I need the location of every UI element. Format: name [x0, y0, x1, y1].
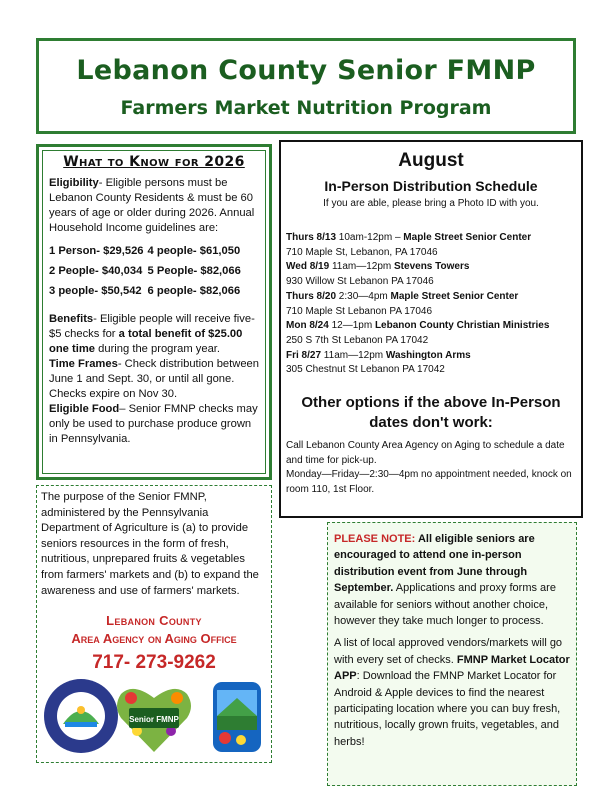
entry-address: 930 Willow St Lebanon PA 17046	[286, 276, 434, 288]
benefits-paragraph	[49, 312, 259, 357]
org-office: Area Agency on Aging Office	[71, 631, 237, 647]
schedule-entry	[286, 290, 576, 319]
income-cell: 2 People- $40,034	[49, 265, 143, 277]
app-description: : Download the FMNP Market Locator for Android & Apple devices to find the nearest participating location where you can buy fresh, nutritious, locally grown fruits, vegetables, and herbs!	[334, 670, 561, 748]
note-label: PLEASE NOTE:	[334, 533, 418, 545]
august-schedule-box	[279, 140, 583, 518]
entry-time: 12—1pm	[328, 320, 375, 332]
market-locator-app-icon	[213, 682, 261, 752]
entry-date: Wed 8/19	[286, 261, 330, 273]
eligibility-label: Eligibility	[49, 177, 99, 189]
entry-address: 305 Chestnut St Lebanon PA 17042	[286, 364, 445, 376]
note-paragraph-2	[334, 635, 570, 750]
time-frames-label: Time Frames	[49, 358, 118, 370]
page-subtitle: Farmers Market Nutrition Program	[120, 97, 492, 119]
purpose-box	[36, 485, 272, 763]
schedule-entry	[286, 319, 576, 348]
header-banner	[36, 38, 576, 134]
other-options-walkin: Monday—Friday—2:30—4pm no appointment needed, knock on room 110, 1st Floor.	[286, 469, 572, 495]
vendor-list-text: A list of local approved vendors/markets will go with every set of checks.	[334, 637, 563, 666]
income-row	[49, 282, 245, 302]
entry-date: Thurs 8/13	[286, 232, 337, 243]
entry-time: 2:30—4pm	[336, 290, 391, 302]
time-frames-text: - Check distribution between June 1 and Sept. 30, or until all gone. Checks expire on Nov 30.	[49, 358, 259, 400]
entry-address: 710 Maple St, Lebanon, PA 17046	[286, 246, 438, 258]
eligible-food-paragraph	[49, 402, 259, 447]
entry-place: Washington Arms	[385, 349, 471, 361]
schedule-entry	[286, 349, 576, 378]
entry-place: Stevens Towers	[394, 261, 470, 273]
entry-address: 250 S 7th St Lebanon PA 17042	[286, 334, 429, 346]
benefits-label: Benefits	[49, 313, 94, 325]
purpose-text: The purpose of the Senior FMNP, administered by the Pennsylvania Department of Agriculture is (a) to provide seniors resources in the form of fresh, nutritious, unprepared fruits & vegetables from farmers' markets and (b) to expand the awareness and use of farmers' markets.	[41, 491, 259, 597]
entry-time: 10am-12pm –	[336, 232, 404, 243]
income-row	[49, 262, 245, 282]
income-cell: 4 people- $61,050	[147, 245, 241, 257]
entry-place: Lebanon County Christian Ministries	[374, 320, 550, 332]
app-name: FMNP Market Locator APP	[334, 653, 570, 683]
eligible-food-text: – Senior FMNP checks may only be used to purchase produce grown in Pennsylvania.	[49, 403, 258, 445]
eligibility-paragraph	[49, 176, 259, 236]
entry-date: Thurs 8/20	[286, 290, 337, 302]
benefits-text: - Eligible people will receive five- $5 checks for	[49, 313, 255, 340]
fmnp-heart-logo	[117, 689, 191, 752]
entry-place: Maple Street Senior Center	[403, 232, 532, 243]
note-text: Applications and proxy forms are available for seniors without another choice, however they take much longer to process.	[334, 582, 556, 628]
photo-id-note: If you are able, please bring a Photo ID with you.	[323, 198, 539, 209]
income-table	[49, 242, 245, 302]
fmnp-logo-text: Senior FMNP	[129, 715, 179, 724]
schedule-title: In-Person Distribution Schedule	[324, 178, 538, 194]
schedule-month: August	[398, 150, 464, 171]
schedule-entry	[286, 260, 576, 289]
benefits-amount: a total benefit of $25.00 one time	[49, 328, 243, 355]
entry-date: Mon 8/24	[286, 320, 329, 332]
entry-address: 710 Maple St Lebanon PA 17046	[286, 305, 433, 317]
entry-place: Maple Street Senior Center	[390, 290, 519, 302]
eligibility-text: - Eligible persons must be Lebanon County Residents & must be 60 years of age or older during 2026. Annual Household Income guidelines are:	[49, 177, 255, 234]
note-bold-text: All eligible seniors are encouraged to attend one in-person distribution event from June through September.	[334, 533, 535, 595]
entry-time: 11am—12pm	[321, 349, 386, 361]
what-to-know-box	[36, 144, 272, 480]
logos-row	[41, 676, 267, 756]
phone-number: 717- 273-9262	[92, 652, 216, 674]
schedule-entry	[286, 231, 576, 260]
page-title: Lebanon County Senior FMNP	[76, 55, 536, 86]
aging-office-logo	[44, 679, 118, 753]
please-note-box	[327, 522, 577, 786]
note-paragraph-1	[334, 531, 570, 629]
what-to-know-heading: What to Know for 2026	[63, 154, 245, 170]
income-cell: 3 people- $50,542	[49, 285, 142, 297]
time-frames-paragraph	[49, 357, 259, 402]
entry-date: Fri 8/27	[286, 349, 322, 361]
income-cell: 6 people- $82,066	[147, 285, 241, 297]
org-name: Lebanon County	[106, 613, 202, 629]
income-cell: 5 People- $82,066	[147, 265, 241, 277]
entry-time: 11am—12pm	[329, 261, 395, 273]
schedule-list	[286, 231, 576, 378]
other-options-call: Call Lebanon County Area Agency on Aging to schedule a date and time for pick-up.	[286, 440, 565, 466]
benefits-text-end: during the program year.	[95, 343, 221, 355]
income-row	[49, 242, 245, 262]
other-options-heading: Other options if the above In-Person dates don't work:	[301, 394, 561, 432]
eligible-food-label: Eligible Food	[49, 403, 120, 415]
income-cell: 1 Person- $29,526	[49, 245, 144, 257]
